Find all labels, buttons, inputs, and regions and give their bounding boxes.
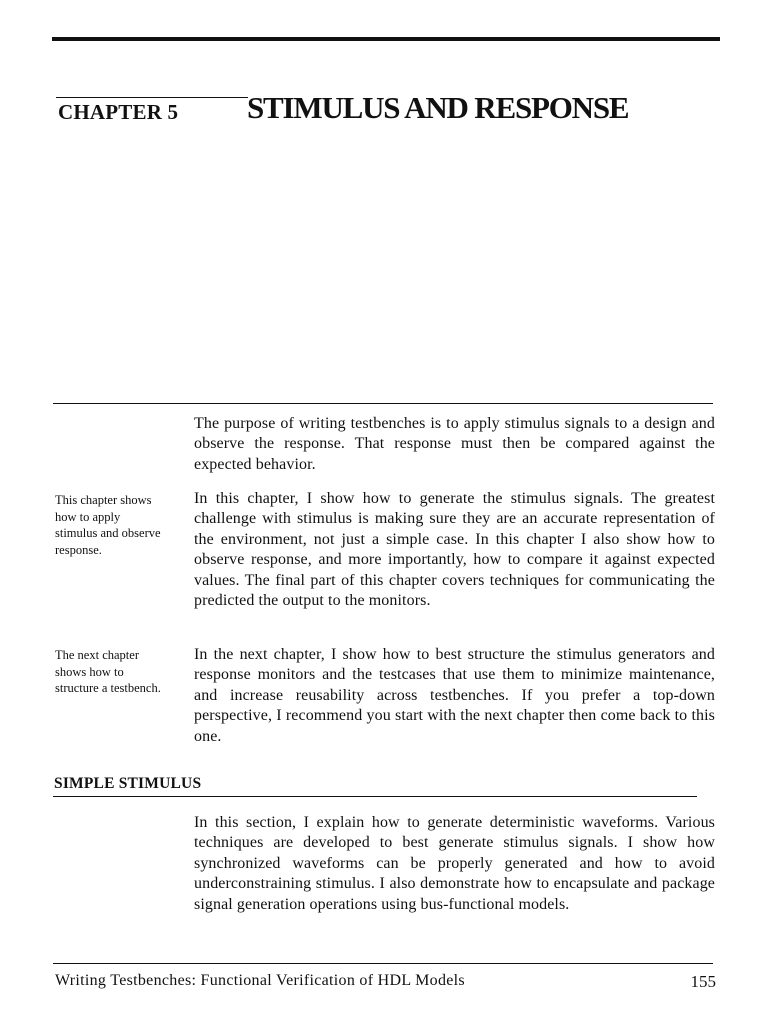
chapter-overview-paragraph: In this chapter, I show how to generate the stimulus signals. The greatest challenge with stimulus is making sure they are an accurate representation of the environment, not just a simple case. In this chapter I also show how to observe response, and more importantly, how to compare it against expected values. The final part of this chapter covers techniques for communicating the predicted the output to the monitors. (194, 490, 715, 610)
top-rule (52, 37, 720, 41)
margin-note: The next chapter shows how to structure a testbench. (55, 648, 161, 695)
footer-book-title: Writing Testbenches: Functional Verification of HDL Models (55, 972, 465, 989)
section-heading: SIMPLE STIMULUS (54, 775, 202, 792)
section-paragraph: In this section, I explain how to generate deterministic waveforms. Various techniques are developed to best generate stimulus signals. I show how synchronized waveforms can be properly generated and how to avoid underconstraining stimulus. I also demonstrate how to encapsulate and package signal generation operations using bus-functional models. (194, 814, 715, 913)
chapter-title: STIMULUS AND RESPONSE (247, 90, 629, 125)
intro-separator-rule (53, 403, 713, 404)
next-chapter-paragraph: In the next chapter, I show how to best structure the stimulus generators and response monitors and the testcases that use them to minimize maintenance, and increase reusability across testbenches. If you prefer a top-down perspective, I recommend you start with the next chapter then come back to this one. (194, 646, 715, 745)
intro-paragraph: The purpose of writing testbenches is to apply stimulus signals to a design and observe the response. That response must then be compared against the expected behavior. (194, 415, 715, 473)
chapter-label-rule (56, 97, 248, 98)
margin-note: This chapter shows how to apply stimulus and observe response. (55, 493, 161, 557)
footer-rule (53, 963, 713, 964)
chapter-label: CHAPTER 5 (58, 100, 179, 124)
section-heading-rule (53, 796, 697, 797)
page-number: 155 (690, 972, 716, 991)
